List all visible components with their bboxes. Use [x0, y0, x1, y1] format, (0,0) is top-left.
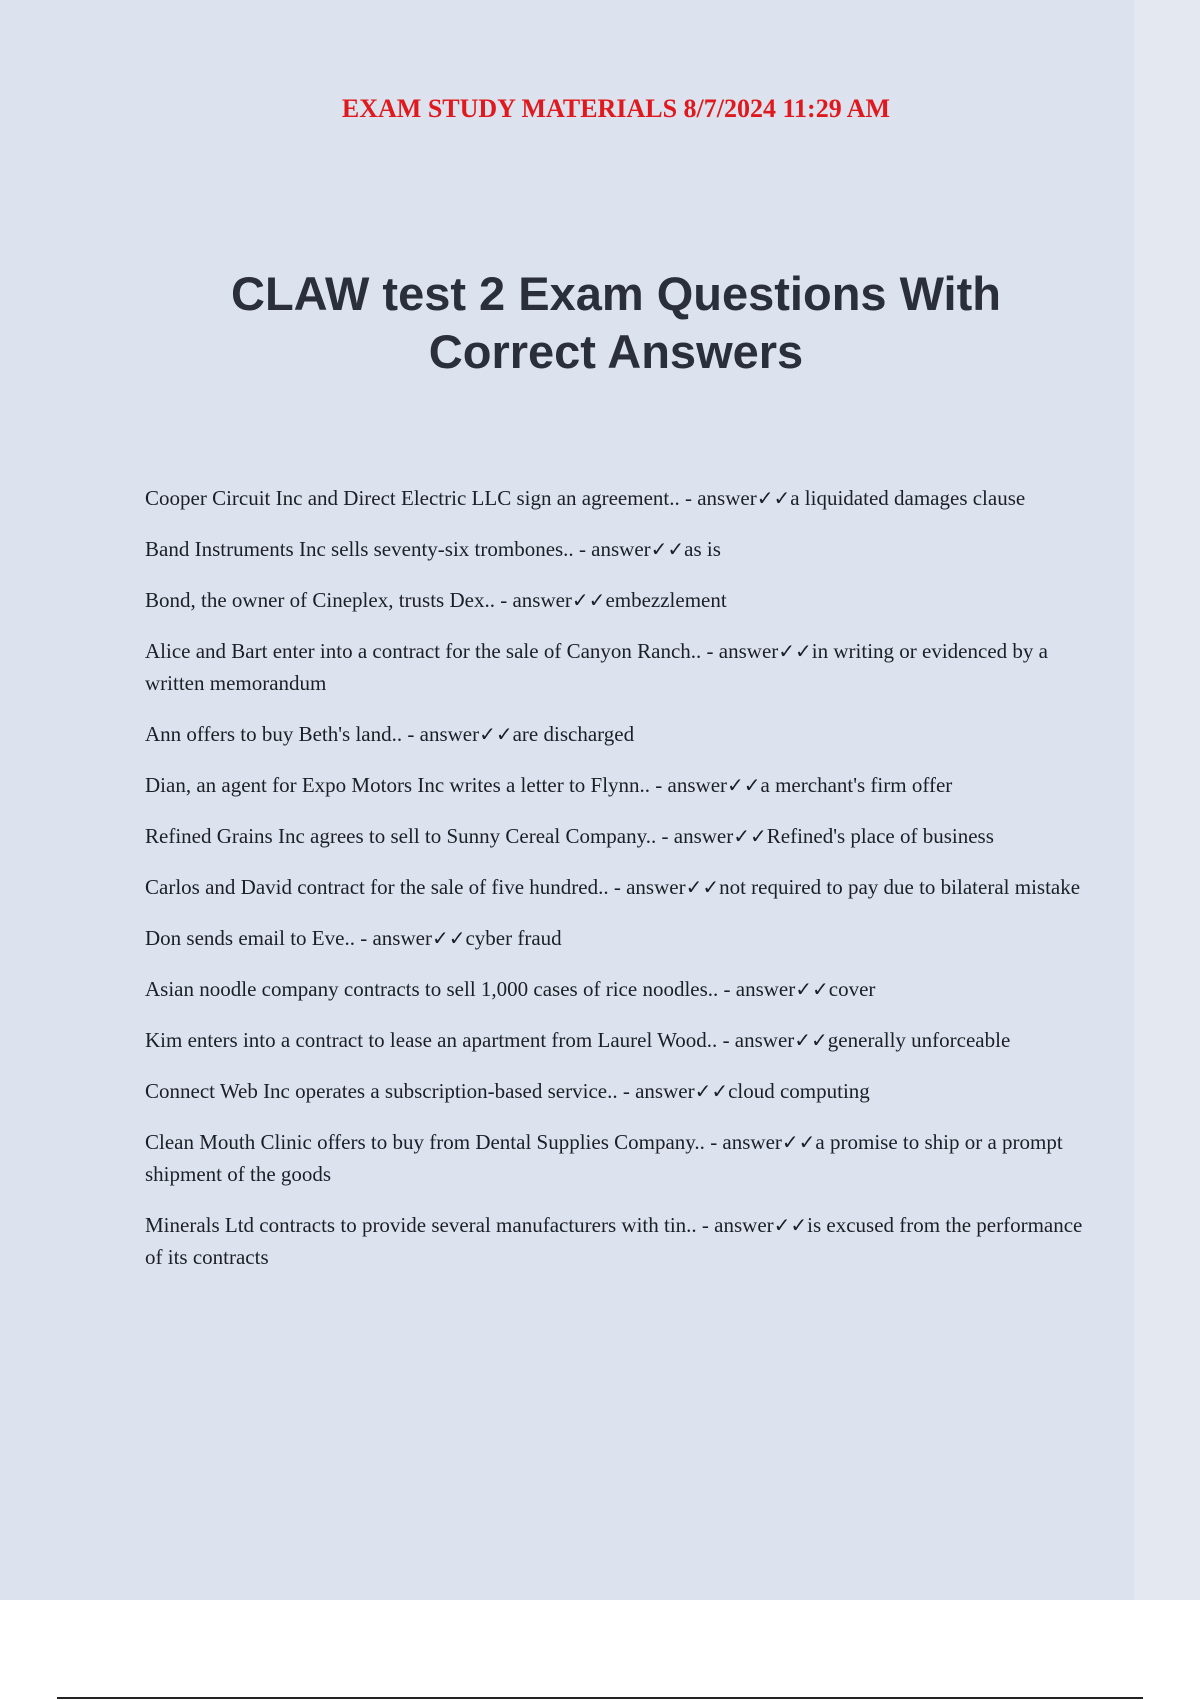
qa-item: [145, 973, 1095, 1005]
qa-item: [145, 584, 1095, 616]
answer-text: a merchant's firm offer: [760, 773, 953, 797]
answer-separator: - answer: [717, 1028, 795, 1052]
qa-item: [145, 1209, 1095, 1273]
answer-separator: - answer: [696, 1213, 774, 1237]
check-marks-icon: ✓✓: [694, 1079, 729, 1103]
answer-separator: - answer: [718, 977, 796, 1001]
check-marks-icon: ✓✓: [431, 926, 466, 950]
check-marks-icon: ✓✓: [794, 1028, 828, 1052]
check-marks-icon: ✓✓: [733, 824, 767, 848]
answer-text: in writing or evidenced by a written memorandum: [145, 639, 1048, 695]
question-text: Don sends email to Eve..: [145, 926, 355, 950]
qa-item: [145, 871, 1095, 903]
answer-separator: - answer: [494, 588, 572, 612]
qa-item: [145, 769, 1095, 801]
qa-item: [145, 1024, 1095, 1056]
answer-separator: - answer: [608, 875, 686, 899]
answer-text: generally unforceable: [827, 1028, 1011, 1052]
check-marks-icon: ✓✓: [479, 722, 513, 746]
question-text: Minerals Ltd contracts to provide several manufacturers with tin..: [145, 1213, 697, 1237]
question-text: Dian, an agent for Expo Motors Inc writes a letter to Flynn..: [145, 773, 651, 797]
question-text: Carlos and David contract for the sale of five hundred..: [145, 875, 609, 899]
answer-text: cloud computing: [728, 1079, 870, 1103]
qa-item: [145, 635, 1095, 699]
qa-item: [145, 482, 1095, 514]
answer-text: cyber fraud: [465, 926, 562, 950]
question-text: Refined Grains Inc agrees to sell to Sunny Cereal Company..: [145, 824, 657, 848]
check-marks-icon: ✓✓: [778, 639, 812, 663]
qa-list: [145, 482, 1095, 1292]
qa-item: [145, 922, 1095, 954]
answer-separator: - answer: [617, 1079, 695, 1103]
check-marks-icon: ✓✓: [727, 773, 761, 797]
answer-text: is excused from the performance of its contracts: [145, 1213, 1083, 1269]
question-text: Kim enters into a contract to lease an apartment from Laurel Wood..: [145, 1028, 718, 1052]
answer-text: Refined's place of business: [766, 824, 994, 848]
question-text: Band Instruments Inc sells seventy-six trombones..: [145, 537, 574, 561]
answer-text: not required to pay due to bilateral mistake: [719, 875, 1081, 899]
document-title: CLAW test 2 Exam Questions With Correct Answers: [231, 267, 1001, 378]
answer-separator: - answer: [656, 824, 734, 848]
question-text: Asian noodle company contracts to sell 1,000 cases of rice noodles..: [145, 977, 719, 1001]
exam-header: EXAM STUDY MATERIALS 8/7/2024 11:29 AM: [341, 94, 891, 123]
question-text: Alice and Bart enter into a contract for the sale of Canyon Ranch..: [145, 639, 702, 663]
answer-separator: - answer: [402, 722, 480, 746]
qa-item: [145, 820, 1095, 852]
check-marks-icon: ✓✓: [650, 537, 685, 561]
question-text: Bond, the owner of Cineplex, trusts Dex..: [145, 588, 495, 612]
answer-text: cover: [828, 977, 876, 1001]
qa-item: [145, 718, 1095, 750]
check-marks-icon: ✓✓: [773, 1213, 808, 1237]
question-text: Cooper Circuit Inc and Direct Electric LLC sign an agreement..: [145, 486, 680, 510]
answer-text: are discharged: [512, 722, 635, 746]
answer-separator: - answer: [701, 639, 779, 663]
answer-separator: - answer: [704, 1130, 782, 1154]
answer-separator: - answer: [679, 486, 757, 510]
answer-text: embezzlement: [605, 588, 727, 612]
answer-text: a promise to ship or a prompt shipment of the goods: [145, 1130, 1063, 1186]
answer-separator: - answer: [354, 926, 432, 950]
check-marks-icon: ✓✓: [685, 875, 720, 899]
question-text: Ann offers to buy Beth's land..: [145, 722, 403, 746]
question-text: Connect Web Inc operates a subscription-based service..: [145, 1079, 618, 1103]
check-marks-icon: ✓✓: [781, 1130, 816, 1154]
check-marks-icon: ✓✓: [795, 977, 829, 1001]
qa-item: [145, 1075, 1095, 1107]
answer-separator: - answer: [573, 537, 651, 561]
answer-separator: - answer: [650, 773, 728, 797]
check-marks-icon: ✓✓: [756, 486, 791, 510]
qa-item: [145, 533, 1095, 565]
answer-text: as is: [684, 537, 721, 561]
question-text: Clean Mouth Clinic offers to buy from Dental Supplies Company..: [145, 1130, 705, 1154]
answer-text: a liquidated damages clause: [790, 486, 1026, 510]
qa-item: [145, 1126, 1095, 1190]
footer-divider: [57, 1697, 1143, 1699]
check-marks-icon: ✓✓: [571, 588, 606, 612]
